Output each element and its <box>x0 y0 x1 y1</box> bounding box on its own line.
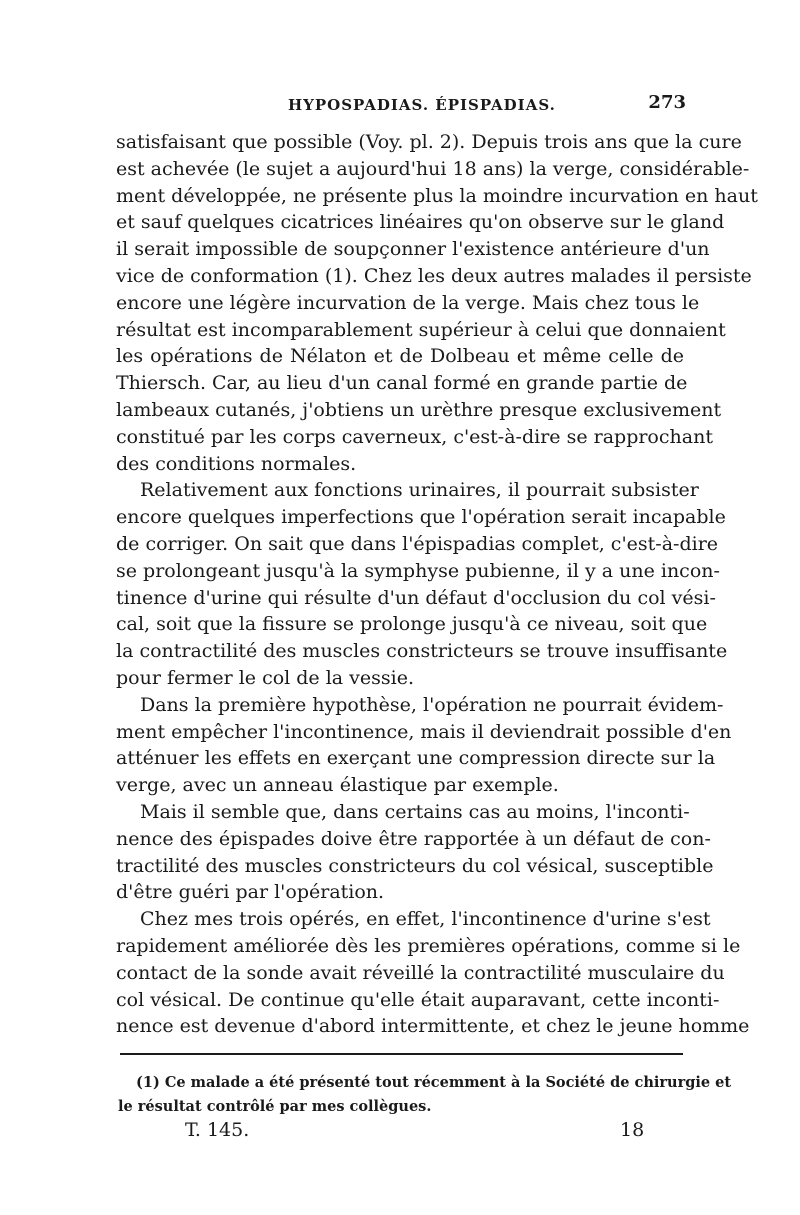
text-line: lambeaux cutanés, j'obtiens un urèthre presque exclusivement <box>116 398 722 421</box>
text-line: des conditions normales. <box>116 452 357 475</box>
text-line: est achevée (le sujet a aujourd'hui 18 ans) la verge, considérable- <box>116 157 750 180</box>
text-line: et sauf quelques cicatrices linéaires qu'on observe sur le gland <box>116 211 725 234</box>
gathering-number: 18 <box>620 1119 645 1141</box>
page-number: 273 <box>648 92 686 113</box>
text-line: les opérations de Nélaton et de Dolbeau et même celle de <box>116 345 684 368</box>
text-line: pour fermer le col de la vessie. <box>116 666 414 689</box>
text-line: encore quelques imperfections que l'opération serait incapable <box>116 506 726 529</box>
text-line: contact de la sonde avait réveillé la contractilité musculaire du <box>116 961 725 984</box>
text-line: tractilité des muscles constricteurs du col vésical, susceptible <box>116 854 714 877</box>
text-line: Chez mes trois opérés, en effet, l'incontinence d'urine s'est <box>140 908 711 931</box>
text-line: ment développée, ne présente plus la moindre incurvation en haut <box>116 184 758 207</box>
text-line: Relativement aux fonctions urinaires, il pourrait subsister <box>140 479 699 502</box>
footnote-divider <box>120 1053 683 1055</box>
text-line: Thiersch. Car, au lieu d'un canal formé en grande partie de <box>116 372 688 395</box>
text-line: il serait impossible de soupçonner l'existence antérieure d'un <box>116 238 710 261</box>
text-line: d'être guéri par l'opération. <box>116 881 385 904</box>
text-line: verge, avec un anneau élastique par exemple. <box>116 774 559 797</box>
text-line: résultat est incomparablement supérieur à celui que donnaient <box>116 318 726 341</box>
text-line: se prolongeant jusqu'à la symphyse pubienne, il y a une incon- <box>116 559 720 582</box>
text-line: col vésical. De continue qu'elle était auparavant, cette inconti- <box>116 988 720 1011</box>
body-text <box>116 129 758 1040</box>
text-line: ment empêcher l'incontinence, mais il deviendrait possible d'en <box>116 720 732 743</box>
footnote <box>118 1071 732 1119</box>
text-line: nence des épispades doive être rapportée à un défaut de con- <box>116 827 711 850</box>
running-title: HYPOSPADIAS. ÉPISPADIAS. <box>288 96 556 114</box>
text-line: satisfaisant que possible (Voy. pl. 2). Depuis trois ans que la cure <box>116 131 742 153</box>
text-line: de corriger. On sait que dans l'épispadias complet, c'est-à-dire <box>116 532 719 555</box>
text-line: nence est devenue d'abord intermittente, et chez le jeune homme <box>116 1015 750 1038</box>
printer-signature-mark: T. 145. <box>185 1119 250 1141</box>
text-line: atténuer les effets en exerçant une compression directe sur la <box>116 747 716 770</box>
footnote-line: (1) Ce malade a été présenté tout récemment à la Société de chirurgie et <box>136 1074 732 1091</box>
text-line: cal, soit que la fissure se prolonge jusqu'à ce niveau, soit que <box>116 613 708 636</box>
text-line: rapidement améliorée dès les premières opérations, comme si le <box>116 934 741 957</box>
text-line: vice de conformation (1). Chez les deux autres malades il persiste <box>116 264 752 287</box>
text-line: Mais il semble que, dans certains cas au moins, l'inconti- <box>140 800 690 823</box>
text-line: tinence d'urine qui résulte d'un défaut d'occlusion du col vési- <box>116 586 716 609</box>
footnote-line: le résultat contrôlé par mes collègues. <box>118 1098 432 1115</box>
text-line: Dans la première hypothèse, l'opération ne pourrait évidem- <box>140 693 724 716</box>
text-line: la contractilité des muscles constricteurs se trouve insuffisante <box>116 640 728 663</box>
text-line: constitué par les corps caverneux, c'est-à-dire se rapprochant <box>116 425 713 448</box>
text-line: encore une légère incurvation de la verge. Mais chez tous le <box>116 291 700 314</box>
